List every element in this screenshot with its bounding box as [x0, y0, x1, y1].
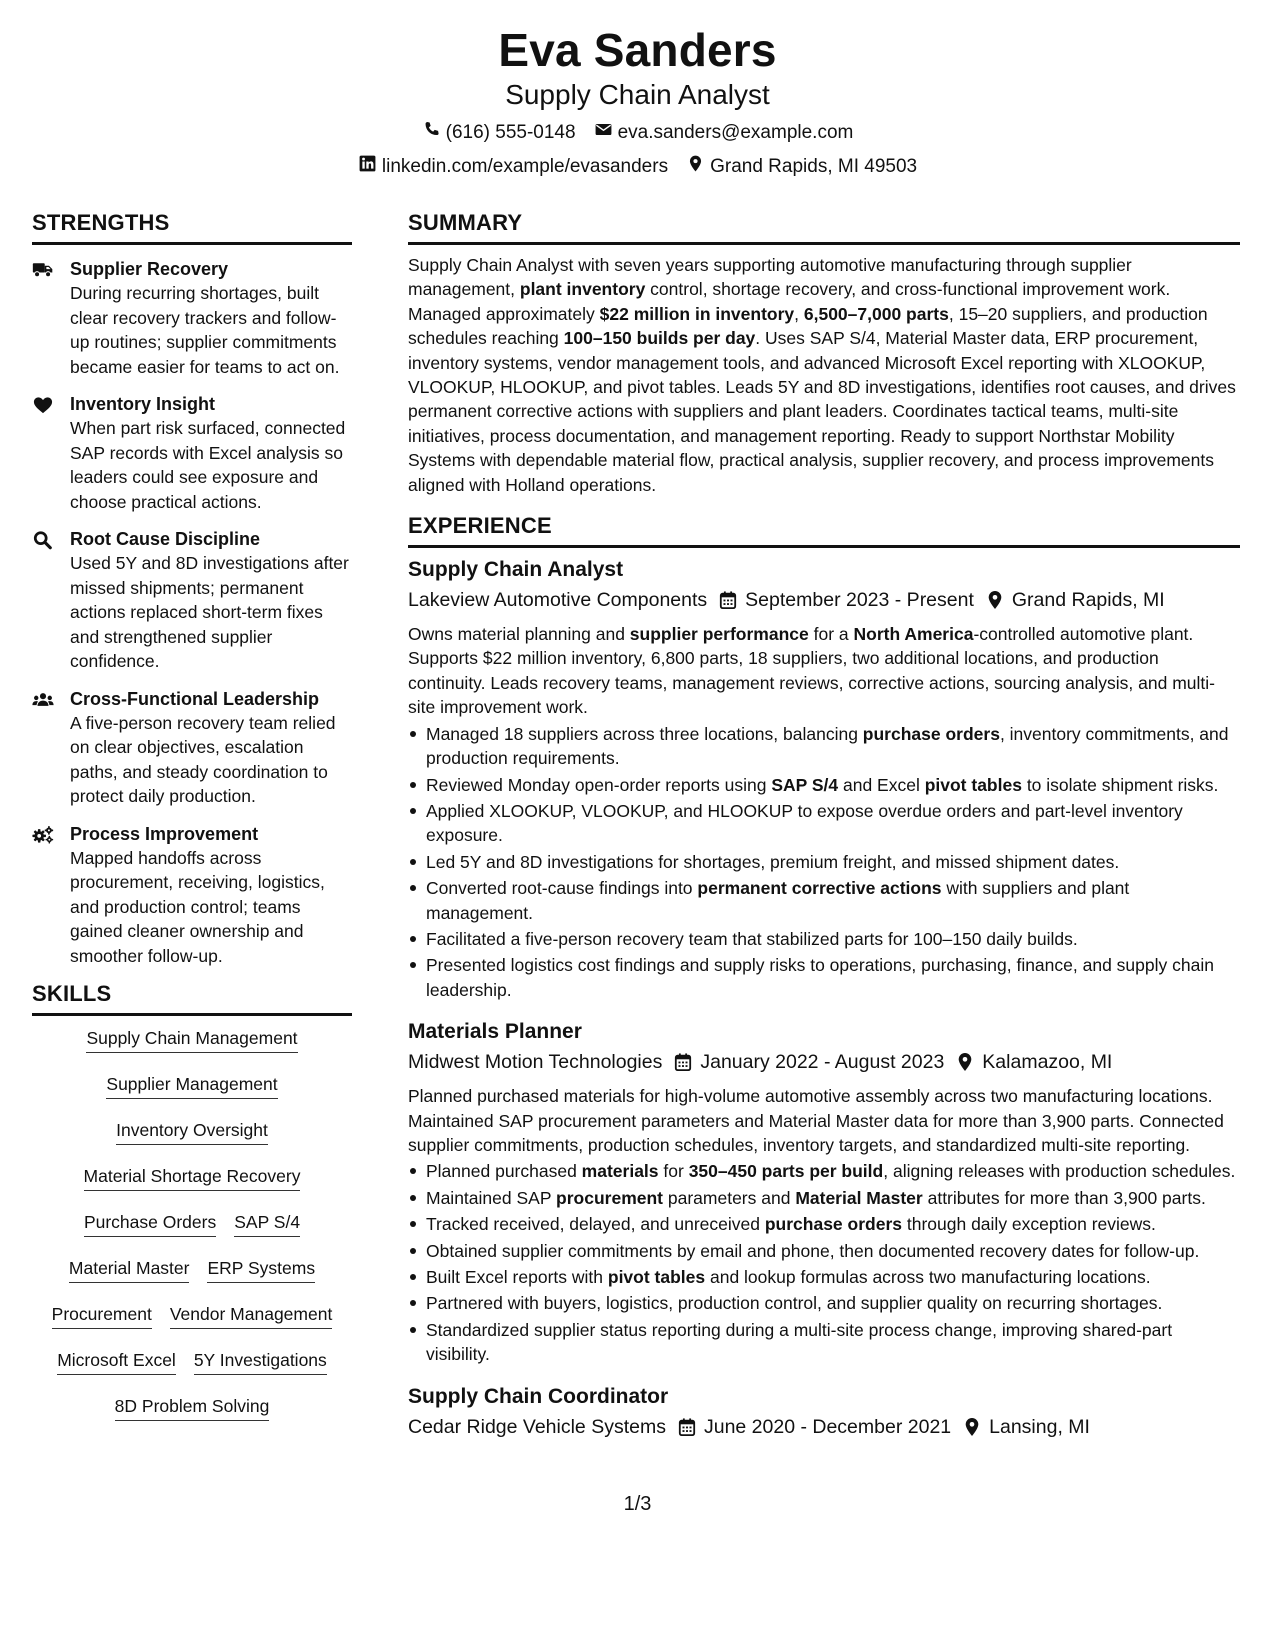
page-number: 1/3 — [623, 1493, 652, 1515]
skill-tag: Purchase Orders — [84, 1210, 216, 1237]
heart-icon — [32, 392, 70, 514]
skill-tag: 8D Problem Solving — [115, 1394, 270, 1421]
text-segment: Planned purchased — [426, 1161, 582, 1182]
bold-text: supplier performance — [629, 624, 809, 645]
map-pin-icon — [986, 590, 1004, 610]
skill-tag: SAP S/4 — [234, 1210, 300, 1237]
job-bullets — [408, 722, 1240, 1002]
bold-text: pivot tables — [607, 1267, 706, 1287]
text-segment: through daily exception reviews. — [902, 1214, 1156, 1235]
resume-header — [0, 22, 1275, 180]
text-segment: Facilitated a five-person recovery team that stabilized parts for 100–150 daily builds. — [426, 928, 1078, 949]
right-column — [408, 210, 1240, 1441]
list-item — [408, 722, 1240, 771]
job-dates — [678, 1413, 951, 1441]
phone-icon — [422, 120, 441, 146]
phone-number: (616) 555-0148 — [445, 122, 576, 143]
candidate-name: Eva Sanders — [498, 24, 777, 76]
job-company: Midwest Motion Technologies — [408, 1051, 663, 1074]
list-item — [408, 953, 1240, 1002]
experience-title: EXPERIENCE — [408, 513, 1240, 548]
text-segment: attributes for more than 3,900 parts. — [922, 1187, 1206, 1208]
skill-tag: ERP Systems — [207, 1256, 315, 1283]
strength-title: Supplier Recovery — [70, 259, 229, 279]
bold-text: pivot tables — [924, 774, 1022, 795]
skill-tag: 5Y Investigations — [194, 1348, 327, 1375]
strength-title: Inventory Insight — [70, 394, 216, 414]
linkedin-url[interactable]: linkedin.com/example/evasanders — [381, 156, 669, 177]
linkedin-icon — [358, 154, 377, 180]
calendar-icon — [674, 1052, 692, 1072]
job-dates-text: June 2020 - December 2021 — [703, 1415, 952, 1438]
map-pin-icon — [963, 1417, 981, 1437]
skill-tag: Microsoft Excel — [57, 1348, 176, 1375]
map-pin-icon — [956, 1052, 974, 1072]
list-item — [408, 1265, 1240, 1289]
contact-row-1 — [0, 120, 1275, 146]
bold-text: plant inventory — [519, 279, 646, 300]
text-segment: , inventory commitments, and production requirements. — [426, 723, 1229, 769]
job-meta — [408, 1048, 1240, 1076]
strength-body — [70, 822, 352, 969]
job-company: Lakeview Automotive Components — [408, 589, 708, 612]
text-segment: control, shortage recovery, and cross-functional improvement work. Managed approximately — [408, 279, 1171, 324]
text-segment: Tracked received, delayed, and unreceived — [426, 1214, 765, 1235]
skill-tag: Inventory Oversight — [116, 1118, 268, 1145]
job-title: Supply Chain Analyst — [408, 558, 624, 582]
strength-item — [32, 822, 352, 969]
experience-section — [408, 513, 1240, 1441]
strength-title: Cross-Functional Leadership — [70, 688, 320, 709]
job-location — [986, 586, 1165, 614]
job-dates — [674, 1048, 944, 1076]
text-segment: Converted root-cause findings into — [426, 878, 698, 899]
text-segment: Reviewed Monday open-order reports using — [426, 774, 772, 795]
text-segment: , 15–20 suppliers, and production schedules reaching — [408, 303, 1208, 349]
job-dates-text: January 2022 - August 2023 — [700, 1051, 945, 1074]
bold-text: 6,500–7,000 parts — [803, 303, 949, 324]
skill-tag: Supplier Management — [106, 1072, 277, 1099]
list-item — [408, 1291, 1240, 1315]
strength-desc: Used 5Y and 8D investigations after missed shipments; permanent actions replaced short-term fixes and strengthened supplier confidence. — [70, 553, 349, 671]
list-item — [408, 1318, 1240, 1367]
strength-item — [32, 257, 352, 379]
bold-text: materials — [581, 1161, 659, 1182]
strength-title: Root Cause Discipline — [70, 529, 261, 549]
bold-text: permanent corrective actions — [697, 878, 942, 899]
job-title: Materials Planner — [408, 1020, 582, 1044]
text-segment: parameters and — [663, 1187, 796, 1208]
job-dates-text: September 2023 - Present — [745, 589, 974, 612]
strength-item — [32, 392, 352, 514]
contact-row-2 — [0, 154, 1275, 180]
users-icon — [32, 687, 70, 809]
email-contact[interactable] — [594, 120, 854, 146]
email-address[interactable]: eva.sanders@example.com — [617, 122, 854, 143]
candidate-role: Supply Chain Analyst — [505, 79, 770, 110]
text-segment: Managed 18 suppliers across three locations, balancing — [426, 723, 863, 744]
text-segment: Obtained supplier commitments by email and phone, then documented recovery dates for follow-up. — [426, 1240, 1200, 1261]
job-entry — [408, 1383, 1240, 1441]
search-icon — [32, 527, 70, 674]
strength-item — [32, 687, 352, 809]
strength-desc: A five-person recovery team relied on clear objectives, escalation paths, and steady coordination to protect daily production. — [70, 712, 336, 806]
text-segment: with suppliers and plant management. — [426, 878, 1130, 923]
bold-text: purchase orders — [862, 723, 1000, 744]
skill-tag: Material Shortage Recovery — [84, 1164, 301, 1191]
strength-item — [32, 527, 352, 674]
phone-contact — [422, 120, 576, 146]
list-item — [408, 876, 1240, 925]
skill-tag: Supply Chain Management — [86, 1026, 297, 1053]
list-item — [408, 1239, 1240, 1263]
text-segment: -controlled automotive plant. Supports $22 million inventory, 6,800 parts, 18 suppliers, two additional locations, and production continuity. Leads recovery teams, management reviews, corrective actions, sourcing analysis, and multi-site improvement work. — [408, 624, 1215, 718]
bold-text: 100–150 builds per day — [563, 328, 756, 349]
location-contact — [686, 154, 917, 180]
text-segment: , — [794, 303, 804, 324]
job-location-text: Grand Rapids, MI — [1011, 589, 1165, 612]
strength-desc: During recurring shortages, built clear recovery trackers and follow-up routines; supplier commitments became easier for teams to act on. — [70, 283, 340, 377]
job-location-text: Kalamazoo, MI — [982, 1051, 1113, 1074]
skill-tag: Procurement — [52, 1302, 152, 1329]
list-item — [408, 1186, 1240, 1210]
gears-icon — [32, 822, 70, 969]
linkedin-contact[interactable] — [358, 154, 668, 180]
strengths-title: STRENGTHS — [32, 210, 352, 245]
job-description — [408, 622, 1240, 720]
strength-body — [70, 257, 352, 379]
calendar-icon — [719, 590, 737, 610]
job-dates — [719, 586, 974, 614]
map-pin-icon — [686, 154, 705, 180]
text-segment: and lookup formulas across two manufacturing locations. — [705, 1267, 1151, 1287]
bold-text: Material Master — [795, 1187, 923, 1208]
skill-tag: Material Master — [69, 1256, 190, 1283]
skills-section — [32, 981, 352, 1440]
skill-tag: Vendor Management — [170, 1302, 332, 1329]
strength-body — [70, 527, 352, 674]
text-segment: Standardized supplier status reporting during a multi-site process change, improving shared-part visibility. — [426, 1319, 1173, 1365]
job-location-text: Lansing, MI — [989, 1415, 1090, 1438]
skills-title: SKILLS — [32, 981, 352, 1016]
job-description — [408, 1084, 1240, 1157]
strength-body — [70, 392, 352, 514]
list-item — [408, 799, 1240, 848]
list-item — [408, 1159, 1240, 1183]
list-item — [408, 927, 1240, 951]
list-item — [408, 773, 1240, 797]
job-title: Supply Chain Coordinator — [408, 1384, 669, 1408]
text-segment: Led 5Y and 8D investigations for shortages, premium freight, and missed shipment dates. — [426, 851, 1120, 872]
strength-body — [70, 687, 352, 809]
text-segment: Presented logistics cost findings and supply risks to operations, purchasing, finance, and supply chain leadership. — [426, 955, 1214, 1000]
truck-icon — [32, 257, 70, 379]
bold-text: $22 million in inventory — [599, 303, 795, 324]
job-meta — [408, 1413, 1240, 1441]
text-segment: . Uses SAP S/4, Material Master data, ERP procurement, inventory systems, vendor management tools, and advanced Microsoft Excel reporting with XLOOKUP, VLOOKUP, HLOOKUP, and pivot tables. Leads 5Y and 8D investigations, identifies root causes, and drives permanent corrective actions with suppliers and plant leaders. Coordinates tactical teams, multi-site initiatives, process documentation, and management reporting. Ready to support Northstar Mobility Systems with dependable material flow, practical analysis, supplier recovery, and process improvements aligned with Holland operations. — [408, 328, 1236, 495]
job-location — [956, 1048, 1112, 1076]
text-segment: for — [658, 1161, 689, 1182]
text-segment: Applied XLOOKUP, VLOOKUP, and HLOOKUP to expose overdue orders and part-level inventory exposure. — [426, 800, 1183, 846]
envelope-icon — [594, 120, 613, 146]
jobs-list — [408, 556, 1240, 1441]
list-item — [408, 1212, 1240, 1236]
bold-text: purchase orders — [764, 1214, 902, 1235]
bold-text: procurement — [556, 1187, 664, 1208]
summary-title: SUMMARY — [408, 210, 1240, 245]
text-segment: , aligning releases with production schedules. — [883, 1161, 1236, 1182]
strength-desc: When part risk surfaced, connected SAP records with Excel analysis so leaders could see exposure and choose practical actions. — [70, 418, 346, 512]
skills-list — [32, 1026, 352, 1440]
bold-text: SAP S/4 — [771, 774, 839, 795]
text-segment: and Excel — [838, 774, 925, 795]
job-bullets — [408, 1159, 1240, 1366]
text-segment: for a — [808, 624, 854, 645]
text-segment: Partnered with buyers, logistics, production control, and supplier quality on recurring shortages. — [426, 1293, 1163, 1314]
job-location — [963, 1413, 1090, 1441]
calendar-icon — [678, 1417, 696, 1437]
left-column — [32, 210, 352, 1440]
text-segment: Built Excel reports with — [426, 1267, 608, 1287]
text-segment: Maintained SAP — [426, 1187, 557, 1208]
summary-text — [408, 253, 1240, 497]
strength-title: Process Improvement — [70, 823, 259, 844]
location-text: Grand Rapids, MI 49503 — [710, 156, 918, 177]
text-segment: Owns material planning and — [408, 624, 630, 645]
job-meta — [408, 586, 1240, 614]
strengths-list — [32, 257, 352, 968]
strength-desc: Mapped handoffs across procurement, receiving, logistics, and production control; teams gained cleaner ownership and smoother follow-up. — [70, 847, 325, 966]
list-item — [408, 850, 1240, 874]
job-entry — [408, 556, 1240, 1002]
bold-text: North America — [853, 624, 974, 645]
job-company: Cedar Ridge Vehicle Systems — [408, 1415, 666, 1438]
text-segment: Planned purchased materials for high-volume automotive assembly across two manufacturing locations. Maintained SAP procurement parameters and Material Master data for more than 3,900 parts. Connected supplier commitments, production schedules, inventory targets, and standardized multi-site reporting. — [408, 1086, 1224, 1155]
bold-text: 350–450 parts per build — [688, 1161, 884, 1182]
text-segment: Supply Chain Analyst with seven years supporting automotive manufacturing through supplier management, — [408, 255, 1132, 300]
job-entry — [408, 1018, 1240, 1366]
text-segment: to isolate shipment risks. — [1021, 774, 1219, 795]
